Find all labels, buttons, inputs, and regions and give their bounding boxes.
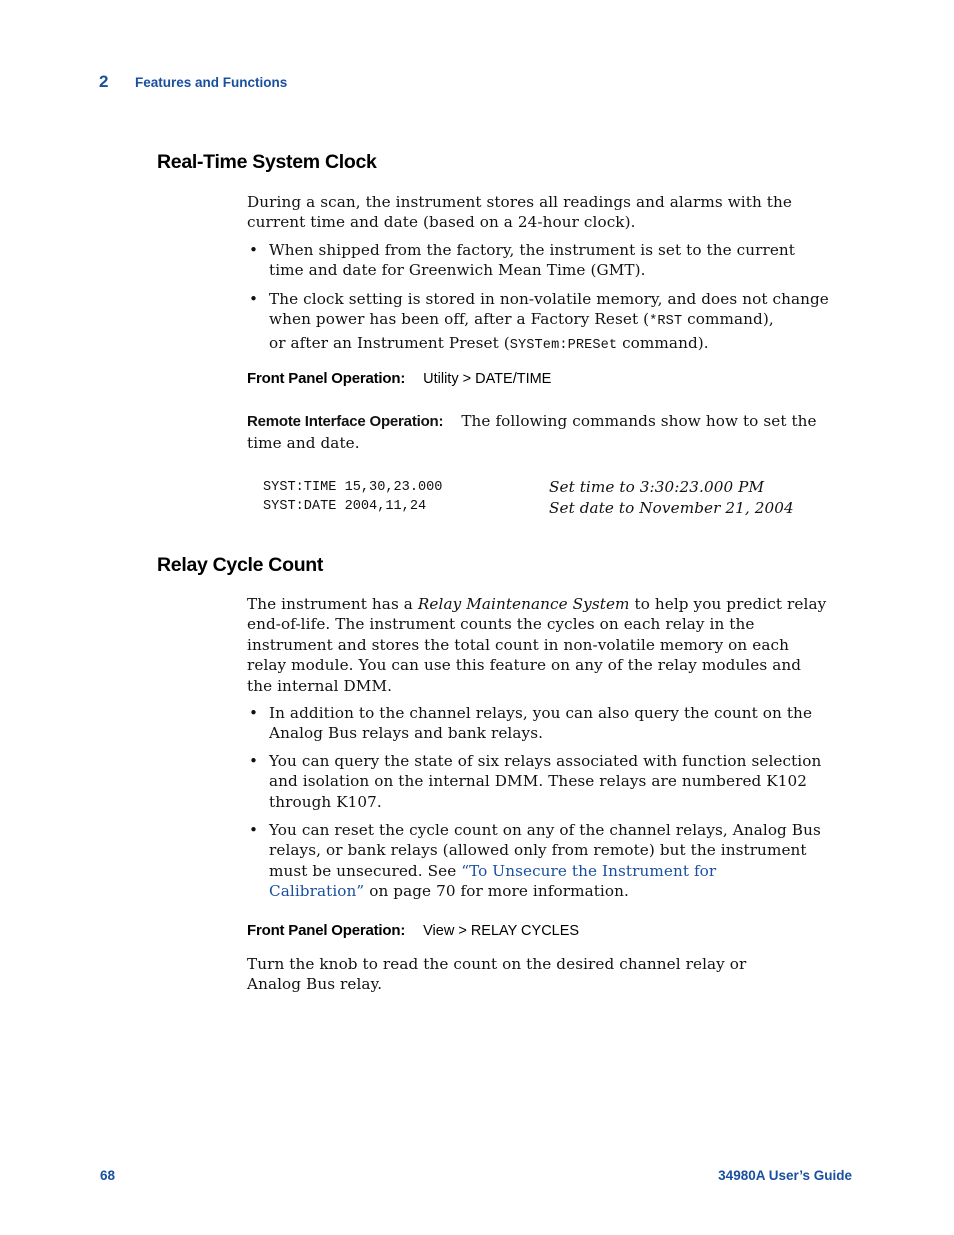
list-item <box>247 703 847 744</box>
text-line <box>247 594 847 614</box>
front-panel-value: View > RELAY CYCLES <box>423 923 580 939</box>
list-item <box>247 820 847 902</box>
code-comment: Set time to 3:30:23.000 PM <box>549 478 765 496</box>
text-line <box>269 881 847 901</box>
text-line <box>269 861 847 881</box>
text-line: You can query the state of six relays associated with function selection <box>269 752 822 770</box>
text-segment: on page 70 for more information. <box>364 882 629 901</box>
text-line: through K107. <box>269 792 382 811</box>
text-segment: to help you predict relay <box>629 595 827 613</box>
list-item <box>247 751 847 812</box>
code-command: SYST:DATE 2004,11,24 <box>263 499 427 514</box>
text-segment: command), <box>682 310 774 329</box>
section2-intro <box>247 594 847 696</box>
code-inline: SYSTem:PRESet <box>509 337 618 353</box>
text-line: relays, or bank relays (allowed only from remote) but the instrument <box>269 841 807 860</box>
text-segment: or after an Instrument Preset ( <box>269 333 510 352</box>
text-line <box>269 333 847 356</box>
text-line: The clock setting is stored in non-volatile memory, and does not change <box>269 290 829 308</box>
chapter-title: Features and Functions <box>135 75 288 90</box>
text-segment: must be unsecured. See <box>269 861 462 880</box>
text-line: instrument and stores the total count in non-volatile memory on each <box>247 635 789 654</box>
cross-reference-link[interactable]: Calibration” <box>269 882 365 901</box>
remote-text: The following commands show how to set the <box>461 412 817 430</box>
list-item <box>247 289 847 356</box>
bullet-icon: • <box>249 821 259 839</box>
bullet-icon: • <box>249 241 259 259</box>
text-segment: The instrument has a <box>247 595 418 613</box>
text-line: Turn the knob to read the count on the desired channel relay or <box>247 955 747 973</box>
text-line: and isolation on the internal DMM. These relays are numbered K102 <box>269 772 808 791</box>
text-line: the internal DMM. <box>247 676 393 695</box>
chapter-number: 2 <box>99 72 109 91</box>
code-comment: Set date to November 21, 2004 <box>549 499 794 517</box>
text-line: Analog Bus relays and bank relays. <box>269 724 544 743</box>
cross-reference-link[interactable]: “To Unsecure the Instrument for <box>461 861 717 880</box>
section2-closing <box>247 954 847 995</box>
text-line: You can reset the cycle count on any of the channel relays, Analog Bus <box>269 821 821 839</box>
section1-intro <box>247 192 847 233</box>
text-line: time and date for Greenwich Mean Time (GMT). <box>269 261 646 280</box>
text-line <box>269 309 847 332</box>
bullet-icon: • <box>249 704 259 722</box>
guide-title: 34980A User’s Guide <box>718 1168 852 1183</box>
list-item <box>247 240 847 281</box>
page-number: 68 <box>100 1168 116 1183</box>
text-line: relay module. You can use this feature on any of the relay modules and <box>247 656 802 675</box>
text-segment: when power has been off, after a Factory Reset ( <box>269 310 650 329</box>
text-line: end-of-life. The instrument counts the cycles on each relay in the <box>247 615 755 634</box>
front-panel-label: Front Panel Operation: <box>247 370 406 387</box>
text-line <box>247 411 847 432</box>
text-line: When shipped from the factory, the instrument is set to the current <box>269 241 795 259</box>
text-line: Analog Bus relay. <box>247 975 383 994</box>
text-line: current time and date (based on a 24-hour clock). <box>247 213 636 232</box>
text-segment: command). <box>617 333 709 352</box>
bullet-icon: • <box>249 752 259 770</box>
front-panel-label: Front Panel Operation: <box>247 922 406 939</box>
text-line: During a scan, the instrument stores all readings and alarms with the <box>247 193 792 211</box>
bullet-icon: • <box>249 290 259 308</box>
remote-interface-operation <box>247 411 847 454</box>
remote-label: Remote Interface Operation: <box>247 413 444 430</box>
front-panel-value: Utility > DATE/TIME <box>423 371 552 387</box>
code-command: SYST:TIME 15,30,23.000 <box>263 480 443 495</box>
front-panel-operation <box>247 370 551 387</box>
text-line: In addition to the channel relays, you can also query the count on the <box>269 704 813 722</box>
code-inline: *RST <box>649 314 683 330</box>
front-panel-operation <box>247 922 579 939</box>
section-heading-real-time-clock: Real-Time System Clock <box>157 151 377 173</box>
section-heading-relay-cycle-count: Relay Cycle Count <box>157 554 324 576</box>
text-line: time and date. <box>247 434 360 453</box>
text-emphasis: Relay Maintenance System <box>417 595 630 613</box>
